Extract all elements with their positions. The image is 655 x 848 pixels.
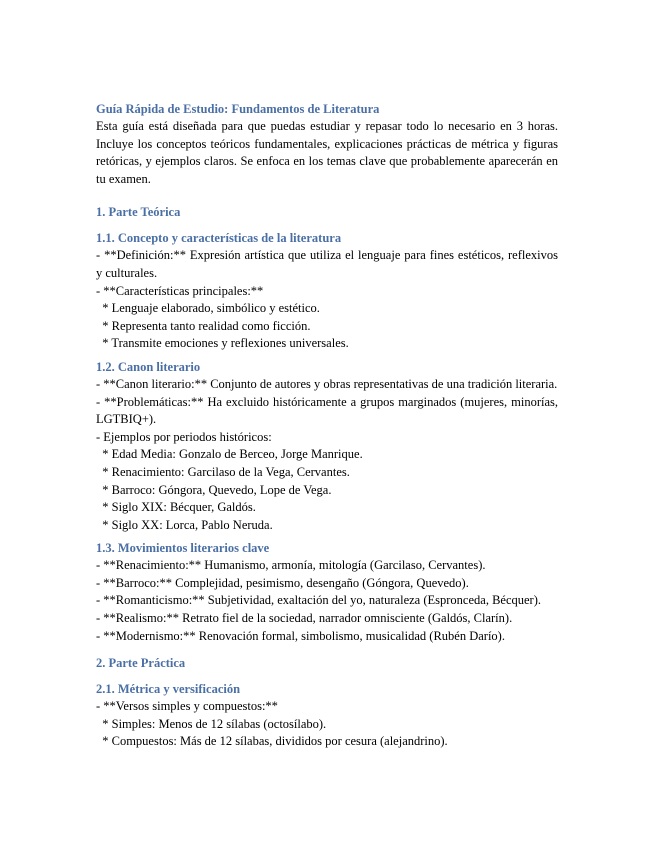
heading-1-3: 1.3. Movimientos literarios clave xyxy=(96,541,270,556)
list-item: - **Barroco:** Complejidad, pesimismo, desengaño (Góngora, Quevedo). xyxy=(96,575,469,590)
heading-1-2: 1.2. Canon literario xyxy=(96,359,201,374)
caracteristicas-line: - **Características principales:** xyxy=(96,283,264,298)
list-item: * Barroco: Góngora, Quevedo, Lope de Vega. xyxy=(96,482,332,497)
list-item: * Edad Media: Gonzalo de Berceo, Jorge Manrique. xyxy=(96,447,363,462)
list-item: * Simples: Menos de 12 sílabas (octosílabo). xyxy=(96,716,327,731)
list-item: * Transmite emociones y reflexiones universales. xyxy=(96,336,349,351)
versos-line: - **Versos simples y compuestos:** xyxy=(96,699,278,714)
list-item: - **Romanticismo:** Subjetividad, exaltación del yo, naturaleza (Espronceda, Bécquer). xyxy=(96,593,541,608)
heading-parte-teorica: 1. Parte Teórica xyxy=(96,205,181,220)
heading-1-1: 1.1. Concepto y características de la literatura xyxy=(96,231,342,246)
list-item: * Representa tanto realidad como ficción. xyxy=(96,318,311,333)
document-page xyxy=(96,101,558,751)
intro-paragraph: Esta guía está diseñada para que puedas estudiar y repasar todo lo necesario en 3 horas. Incluye los conceptos teóricos fundamentales, explicaciones prácticas de métrica y figuras retóricas, y ejemplos claros. Se enfoca en los temas clave que probablemente aparecerán en tu examen. xyxy=(96,119,558,186)
list-item: * Lenguaje elaborado, simbólico y estético. xyxy=(96,301,320,316)
list-item: * Siglo XX: Lorca, Pablo Neruda. xyxy=(96,517,273,532)
ejemplos-line: - Ejemplos por periodos históricos: xyxy=(96,429,272,444)
heading-parte-practica: 2. Parte Práctica xyxy=(96,656,186,671)
list-item: * Siglo XIX: Bécquer, Galdós. xyxy=(96,500,256,515)
list-item: * Compuestos: Más de 12 sílabas, divididos por cesura (alejandrino). xyxy=(96,734,448,749)
list-item: - **Renacimiento:** Humanismo, armonía, mitología (Garcilaso, Cervantes). xyxy=(96,558,486,573)
definicion-line: - **Definición:** Expresión artística que utiliza el lenguaje para fines estéticos, reflexivos y culturales. xyxy=(96,248,558,280)
heading-2-1: 2.1. Métrica y versificación xyxy=(96,682,241,697)
list-item: * Renacimiento: Garcilaso de la Vega, Cervantes. xyxy=(96,464,350,479)
document-title: Guía Rápida de Estudio: Fundamentos de Literatura xyxy=(96,102,380,116)
problematicas-line: - **Problemáticas:** Ha excluido históricamente a grupos marginados (mujeres, minorías, LGTBIQ+). xyxy=(96,394,558,427)
canon-line: - **Canon literario:** Conjunto de autores y obras representativas de una tradición literaria. xyxy=(96,376,558,391)
list-item: - **Realismo:** Retrato fiel de la sociedad, narrador omnisciente (Galdós, Clarín). xyxy=(96,611,513,626)
list-item: - **Modernismo:** Renovación formal, simbolismo, musicalidad (Rubén Darío). xyxy=(96,628,505,643)
